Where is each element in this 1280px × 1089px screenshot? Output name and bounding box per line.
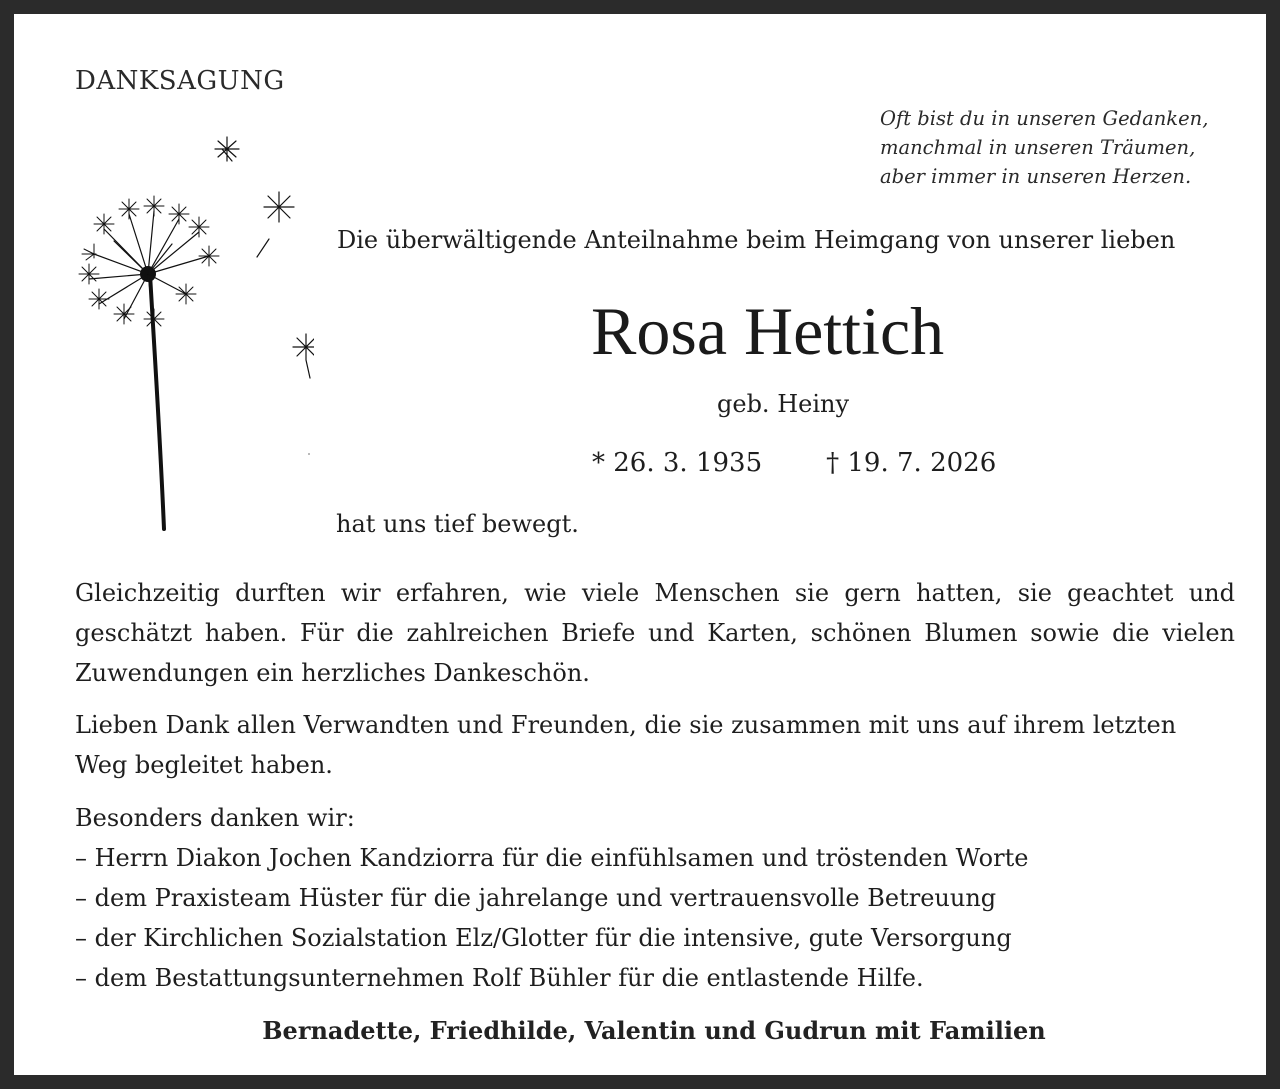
quote-line: manchmal in unseren Träumen, — [880, 136, 1196, 159]
thanks-item: – der Kirchlichen Sozialstation Elz/Glotter für die intensive, gute Versorgung — [75, 924, 1012, 952]
intro-text: Die überwältigende Anteilnahme beim Heimgang von unserer lieben — [337, 226, 1176, 254]
quote-line: Oft bist du in unseren Gedanken, — [880, 107, 1209, 130]
thanks-item: – dem Bestattungsunternehmen Rolf Bühler für die entlastende Hilfe. — [75, 964, 924, 992]
dandelion-icon — [54, 114, 314, 544]
quote — [880, 104, 1260, 191]
moved-text: hat uns tief bewegt. — [336, 510, 579, 538]
quote-line: aber immer in unseren Herzen. — [880, 165, 1192, 188]
maiden-name: geb. Heiny — [717, 390, 850, 418]
life-dates — [592, 448, 996, 478]
paragraph-gratitude: Gleichzeitig durften wir erfahren, wie viele Menschen sie gern hatten, sie geachtet und geschätzt haben. Für die zahlreichen Briefe und Karten, schönen Blumen sowie die vielen Zuwendungen ein herzliches Dankeschön. — [75, 579, 1235, 687]
thanks-item: – Herrn Diakon Jochen Kandziorra für die einfühlsamen und tröstenden Worte — [75, 844, 1029, 872]
signature: Bernadette, Friedhilde, Valentin und Gudrun mit Familien — [262, 1016, 1046, 1045]
thanks-item: – dem Praxisteam Hüster für die jahrelange und vertrauensvolle Betreuung — [75, 884, 997, 912]
death-date: † 19. 7. 2026 — [826, 448, 997, 478]
special-thanks-intro: Besonders danken wir: — [75, 804, 355, 832]
birth-date: * 26. 3. 1935 — [592, 448, 763, 478]
heading: DANKSAGUNG — [75, 66, 285, 96]
paragraph-relatives: Lieben Dank allen Verwandten und Freunden, die sie zusammen mit uns auf ihrem letzten Weg begleitet haben. — [75, 711, 1177, 779]
special-thanks — [75, 798, 1235, 998]
deceased-name: Rosa Hettich — [591, 293, 945, 369]
